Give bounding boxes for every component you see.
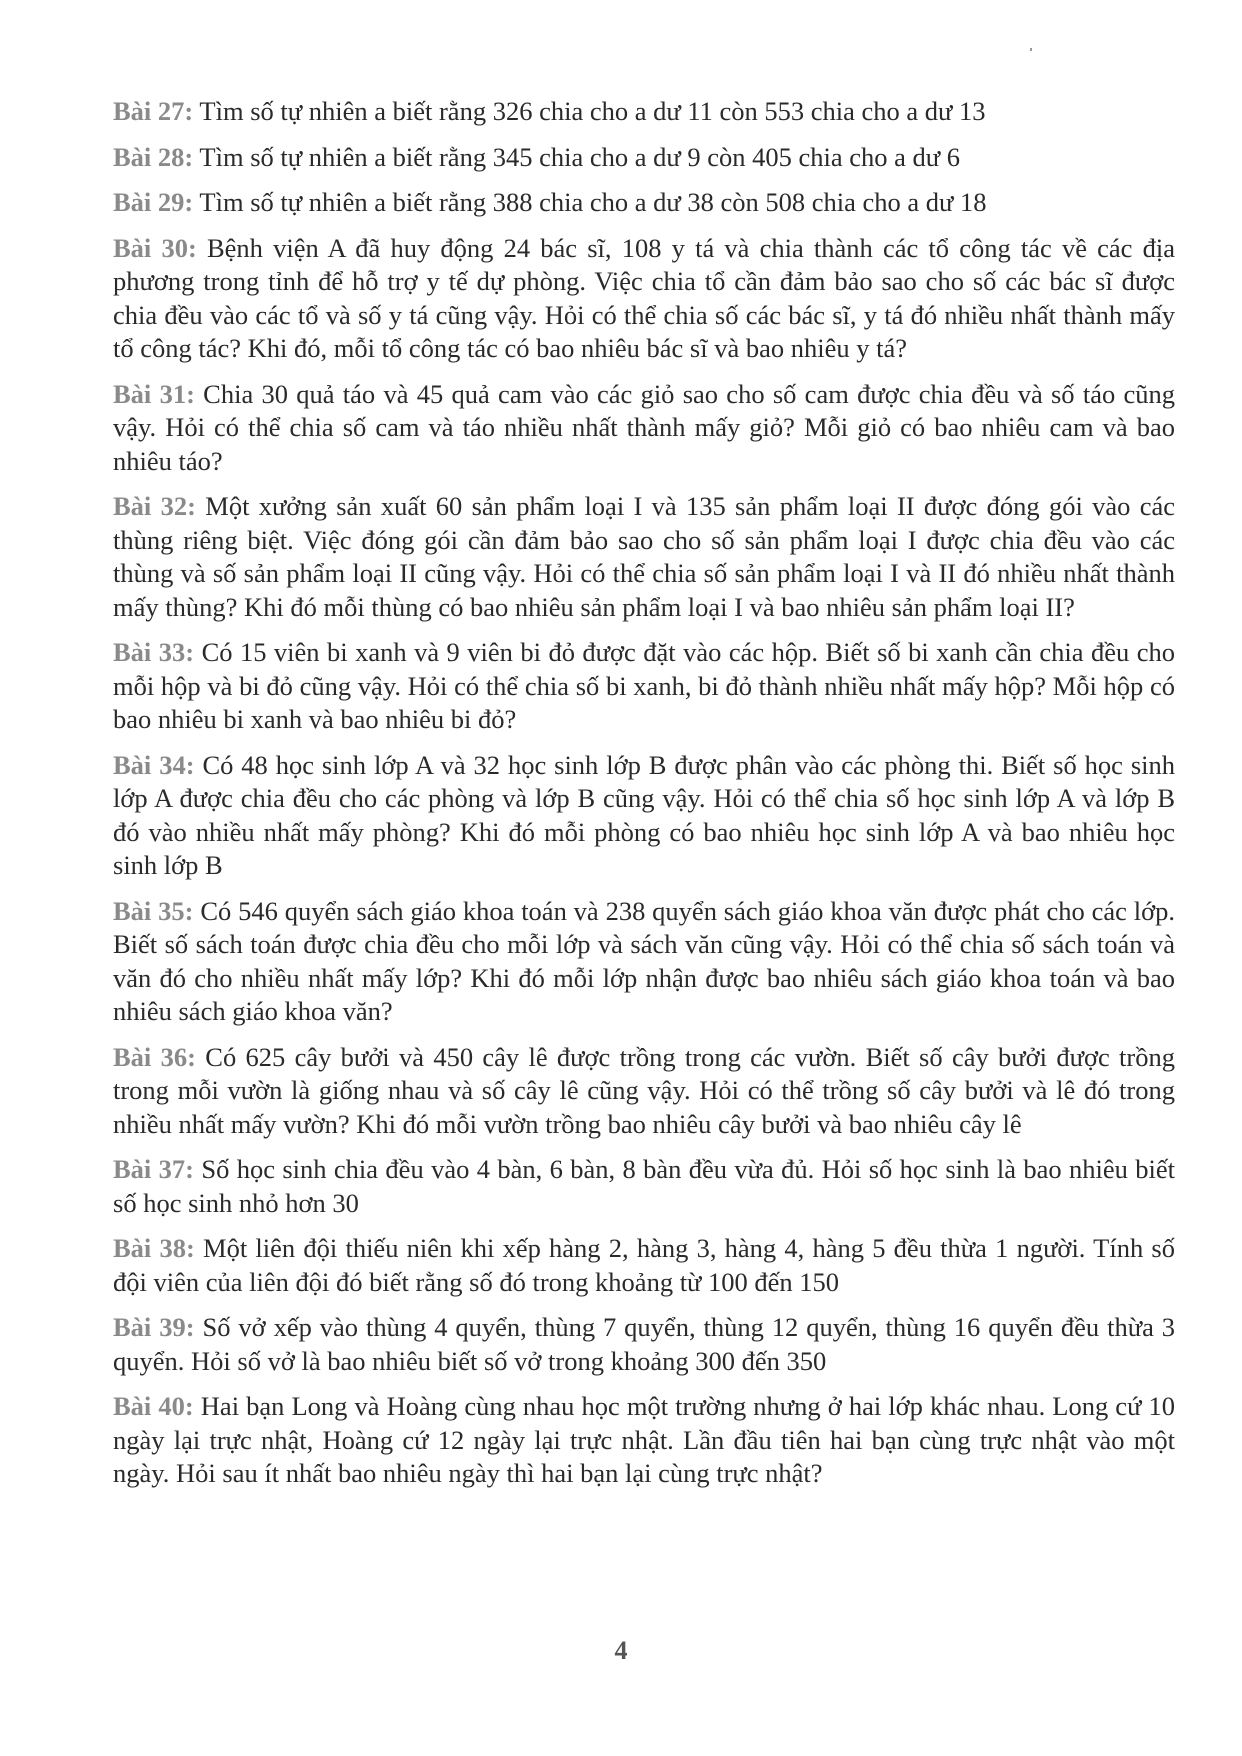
problem-label: Bài 33: [113,637,195,667]
problem-34 [113,749,1175,883]
problem-text: Một liên đội thiếu niên khi xếp hàng 2, hàng 3, hàng 4, hàng 5 đều thừa 1 người. Tính số đội viên của liên đội đó biết rằng số đó trong khoảng từ 100 đến 150 [113,1233,1175,1297]
problem-text: Chia 30 quả táo và 45 quả cam vào các giỏ sao cho số cam được chia đều và số táo cũng vậy. Hỏi có thể chia số cam và táo nhiều nhất thành mấy giỏ? Mỗi giỏ có bao nhiêu cam và bao nhiêu táo? [113,378,1175,476]
problem-40 [113,1390,1175,1491]
problem-label: Bài 36: [113,1041,196,1072]
problem-label: Bài 34: [113,749,195,780]
problem-label: Bài 37: [113,1154,194,1184]
problem-35 [113,895,1175,1029]
problem-text: Bệnh viện A đã huy động 24 bác sĩ, 108 y tá và chia thành các tổ công tác về các địa phương trong tỉnh để hỗ trợ y tế dự phòng. Việc chia tổ cần đảm bảo sao cho số các bác sĩ được chia đều vào các tổ và số y tá cũng vậy. Hỏi có thể chia số các bác sĩ, y tá đó nhiều nhất thành mấy tổ công tác? Khi đó, mỗi tổ công tác có bao nhiêu bác sĩ và bao nhiêu y tá? [113,232,1175,363]
problem-36 [113,1041,1175,1142]
problem-text: Có 48 học sinh lớp A và 32 học sinh lớp B được phân vào các phòng thi. Biết số học sinh lớp A được chia đều cho các phòng và lớp B cũng vậy. Hỏi có thể chia số học sinh lớp A và lớp B đó vào nhiều nhất mấy phòng? Khi đó mỗi phòng có bao nhiêu học sinh lớp A và bao nhiêu học sinh lớp B [113,749,1175,880]
problem-38 [113,1232,1175,1299]
problem-text: Số học sinh chia đều vào 4 bàn, 6 bàn, 8 bàn đều vừa đủ. Hỏi số học sinh là bao nhiêu biết số học sinh nhỏ hơn 30 [113,1154,1175,1218]
problem-label: Bài 40: [113,1391,194,1421]
problem-28 [113,141,1175,175]
problem-label: Bài 31: [113,378,195,409]
problem-text: Có 546 quyển sách giáo khoa toán và 238 quyển sách giáo khoa văn được phát cho các lớp. Biết số sách toán được chia đều cho mỗi lớp và sách văn cũng vậy. Hỏi có thể chia số sách toán và văn đó cho nhiều nhất mấy lớp? Khi đó mỗi lớp nhận được bao nhiêu sách giáo khoa toán và bao nhiêu sách giáo khoa văn? [113,895,1176,1026]
problem-31 [113,378,1175,479]
problem-39 [113,1311,1175,1378]
problem-text: Tìm số tự nhiên a biết rằng 326 chia cho a dư 11 còn 553 chia cho a dư 13 [199,96,986,126]
problem-27 [113,95,1175,129]
page-number: 4 [614,1636,628,1665]
exercise-page [113,95,1175,1503]
problem-label: Bài 32: [113,491,196,521]
problem-text: Số vở xếp vào thùng 4 quyển, thùng 7 quyển, thùng 12 quyển, thùng 16 quyển đều thừa 3 quyển. Hỏi số vở là bao nhiêu biết số vở trong khoảng 300 đến 350 [113,1312,1176,1376]
problem-text: Tìm số tự nhiên a biết rằng 388 chia cho a dư 38 còn 508 chia cho a dư 18 [199,187,987,217]
problem-label: Bài 35: [113,895,194,926]
problem-32 [113,490,1175,624]
problem-text: Có 625 cây bưởi và 450 cây lê được trồng trong các vườn. Biết số cây bưởi được trồng trong mỗi vườn là giống nhau và số cây lê cũng vậy. Hỏi có thể trồng số cây bưởi và lê đó trong nhiều nhất mấy vườn? Khi đó mỗi vườn trồng bao nhiêu cây bưởi và bao nhiêu cây lê [113,1041,1175,1139]
problem-30 [113,232,1175,366]
problem-label: Bài 27: [113,96,194,126]
problem-label: Bài 39: [113,1312,195,1342]
problem-29 [113,186,1175,220]
problem-label: Bài 28: [113,141,194,172]
problem-text: Một xưởng sản xuất 60 sản phẩm loại I và 135 sản phẩm loại II được đóng gói vào các thùng riêng biệt. Việc đóng gói cần đảm bảo sao cho số sản phẩm loại I được chia đều vào các thùng và số sản phẩm loại II cũng vậy. Hỏi có thể chia số sản phẩm loại I và II đó nhiều nhất thành mấy thùng? Khi đó mỗi thùng có bao nhiêu sản phẩm loại I và bao nhiêu sản phẩm loại II? [113,491,1175,622]
problem-text: Có 15 viên bi xanh và 9 viên bi đỏ được đặt vào các hộp. Biết số bi xanh cần chia đều cho mỗi hộp và bi đỏ cũng vậy. Hỏi có thể chia số bi xanh, bi đỏ thành nhiều nhất mấy hộp? Mỗi hộp có bao nhiêu bi xanh và bao nhiêu bi đỏ? [113,637,1175,734]
problem-label: Bài 29: [113,187,194,217]
problem-text: Hai bạn Long và Hoàng cùng nhau học một trường nhưng ở hai lớp khác nhau. Long cứ 10 ngày lại trực nhật, Hoàng cứ 12 ngày lại trực nhật. Lần đầu tiên hai bạn cùng trực nhật vào một ngày. Hỏi sau ít nhất bao nhiêu ngày thì hai bạn lại cùng trực nhật? [113,1391,1176,1488]
problem-33 [113,636,1175,737]
scan-speck [1030,48,1032,51]
problem-37 [113,1153,1175,1220]
problem-label: Bài 30: [113,232,197,263]
problem-label: Bài 38: [113,1233,195,1263]
problem-text: Tìm số tự nhiên a biết rằng 345 chia cho a dư 9 còn 405 chia cho a dư 6 [199,141,961,172]
